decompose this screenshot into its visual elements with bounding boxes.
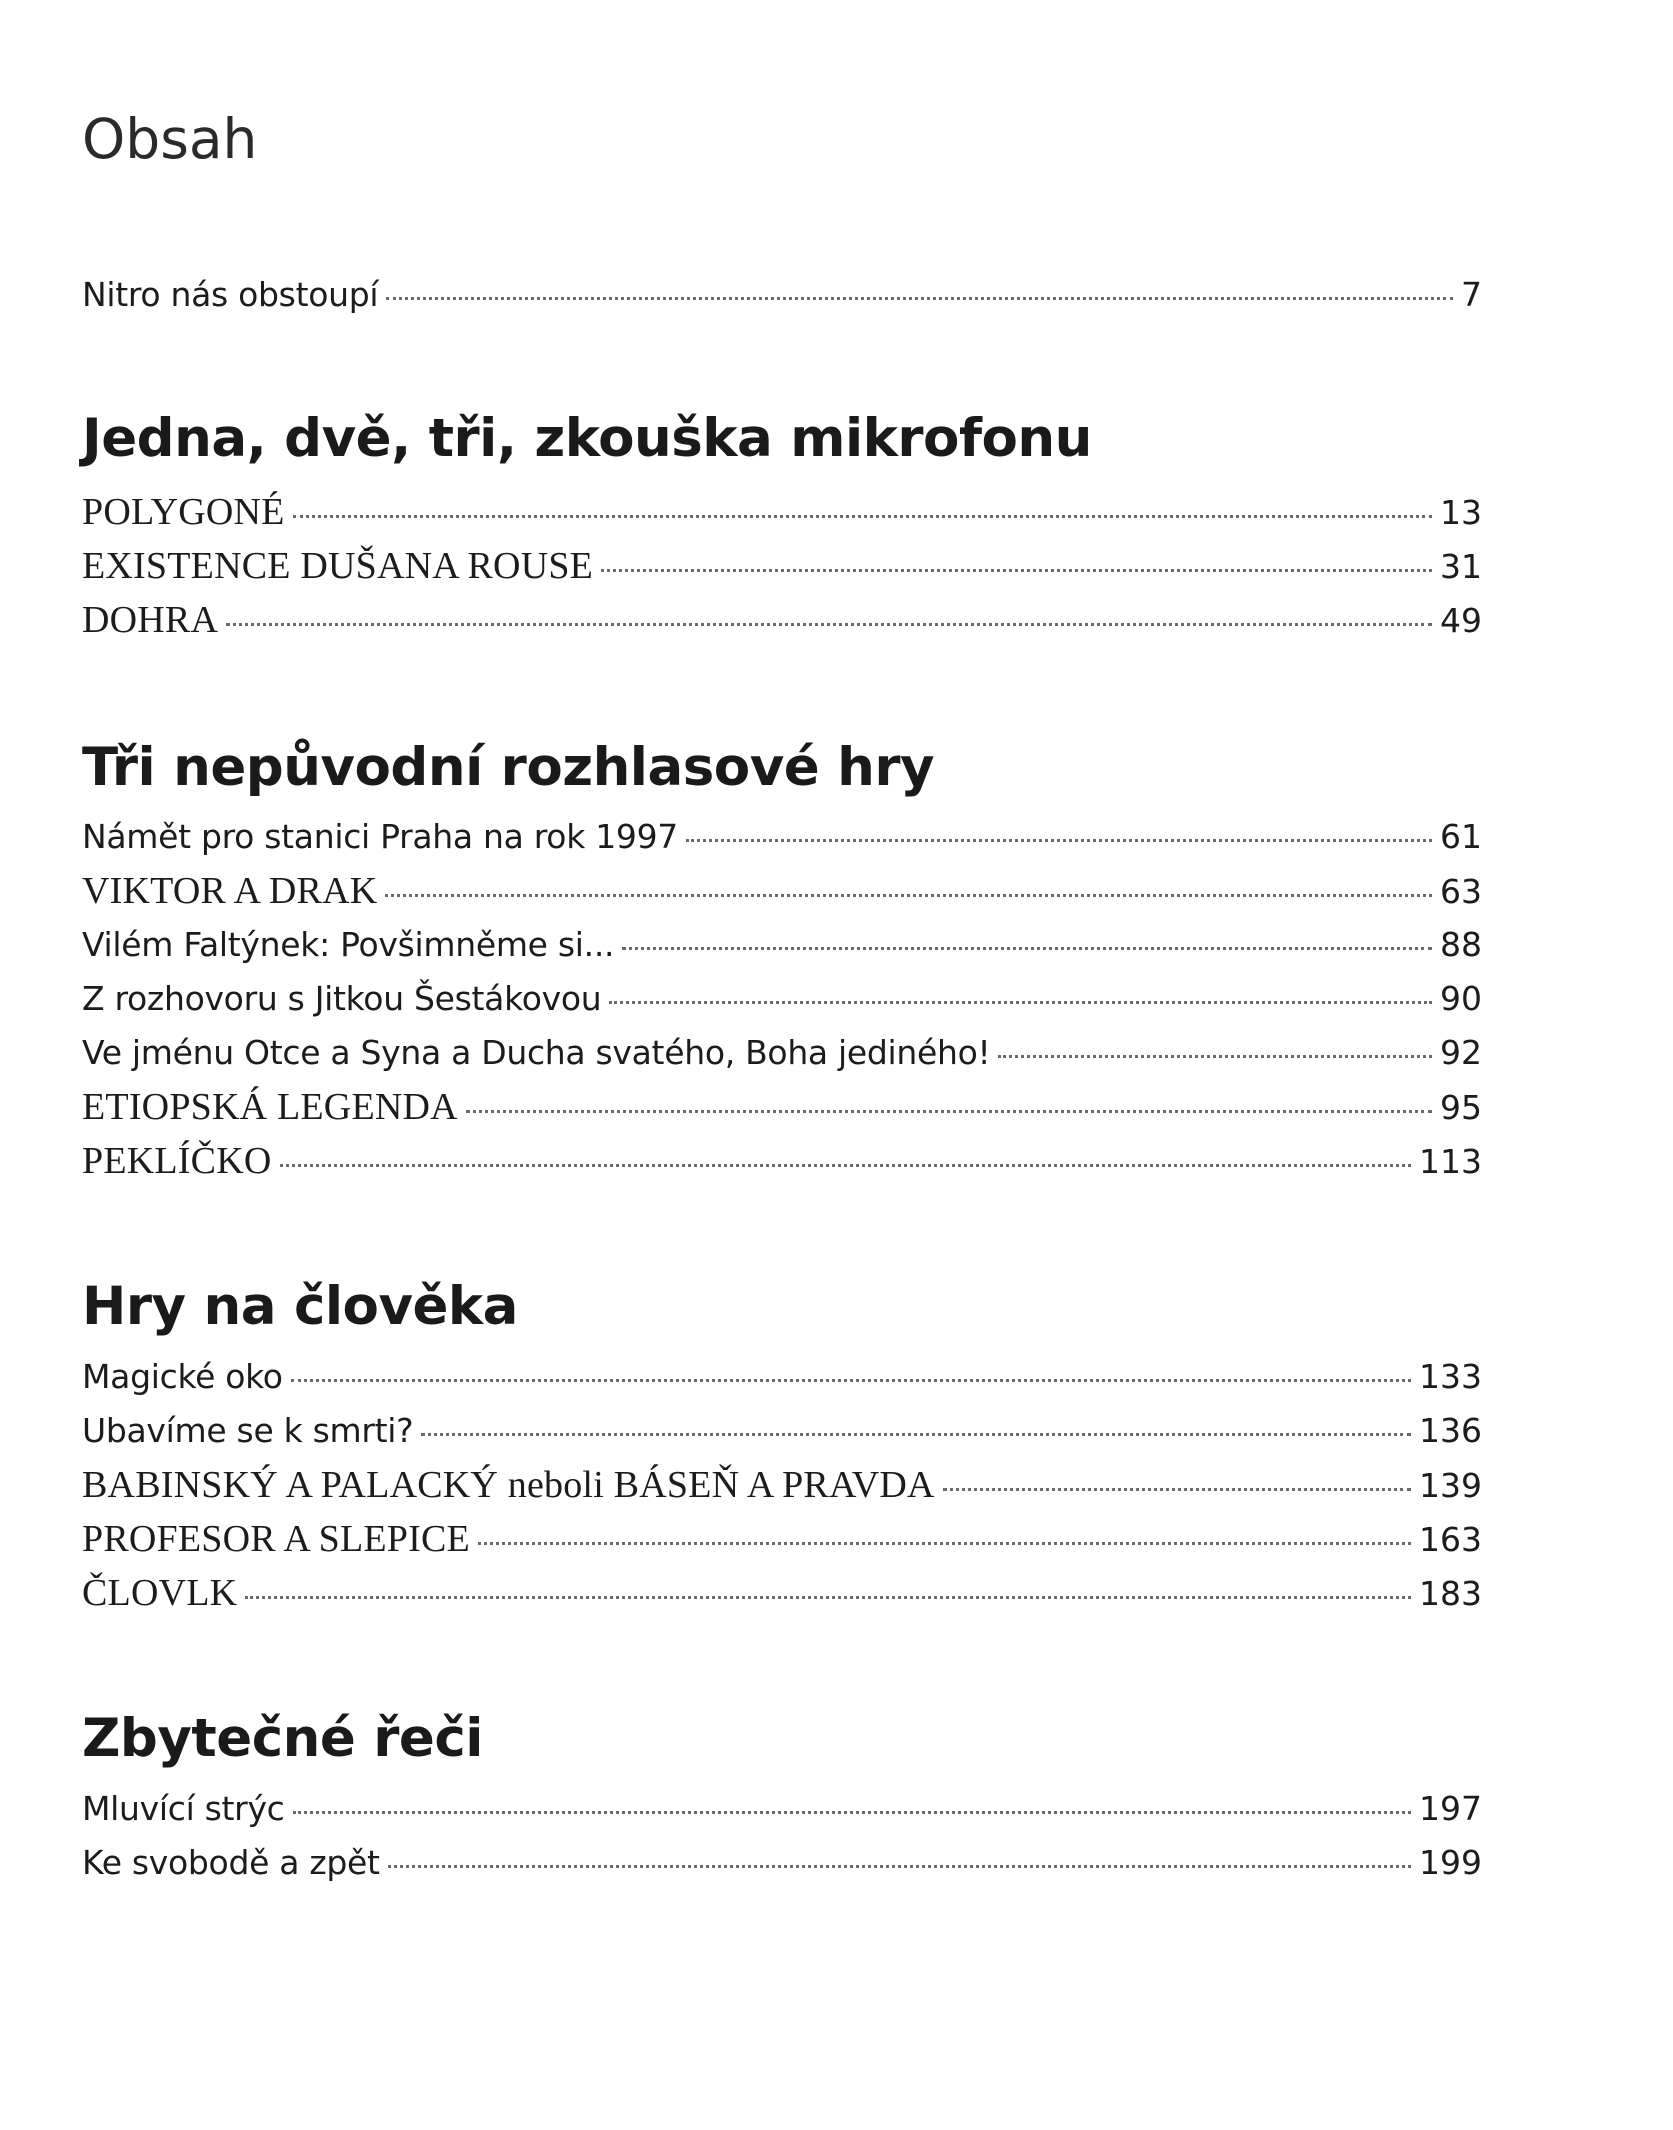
dot-leader [385, 894, 1432, 897]
toc-entry-label: Ubavíme se k smrti? [82, 1411, 414, 1450]
toc-entry-page: 88 [1440, 925, 1482, 964]
toc-entry [82, 1512, 1482, 1566]
section-heading: Jedna, dvě, tři, zkouška mikrofonu [82, 408, 1092, 469]
dot-leader [291, 1379, 1411, 1382]
dot-leader [226, 623, 1432, 626]
toc-entry-page: 49 [1440, 601, 1482, 640]
toc-entry [82, 1350, 1482, 1404]
page-title: Obsah [82, 107, 258, 171]
toc-entry-label: EXISTENCE DUŠANA ROUSE [82, 545, 594, 587]
dot-leader [386, 297, 1453, 300]
toc-entry [82, 539, 1482, 593]
dot-leader [622, 947, 1432, 950]
toc-entry-label: DOHRA [82, 599, 219, 641]
toc-entry-page: 31 [1440, 547, 1482, 586]
toc-entry [82, 593, 1482, 647]
dot-leader [280, 1164, 1412, 1167]
dot-leader [686, 839, 1432, 842]
dot-leader [293, 515, 1432, 518]
toc-entry-page: 197 [1419, 1789, 1482, 1828]
toc-entry-label: Z rozhovoru s Jitkou Šestákovou [82, 979, 602, 1018]
toc-entry [82, 864, 1482, 918]
toc-entry [82, 1836, 1482, 1890]
toc-entry [82, 1026, 1482, 1080]
toc-entry [82, 1080, 1482, 1134]
dot-leader [943, 1488, 1411, 1491]
dot-leader [388, 1865, 1411, 1868]
table-of-contents [82, 0, 1482, 2130]
toc-entry-label: Magické oko [82, 1357, 283, 1396]
dot-leader [245, 1596, 1411, 1599]
toc-entry-page: 63 [1440, 872, 1482, 911]
toc-entry-page: 61 [1440, 817, 1482, 856]
toc-entry-page: 183 [1419, 1574, 1482, 1613]
toc-entry-intro [82, 268, 1482, 322]
toc-entry-label: Námět pro stanici Praha na rok 1997 [82, 817, 678, 856]
toc-entry-label: Mluvící strýc [82, 1789, 285, 1828]
toc-entry [82, 918, 1482, 972]
dot-leader [601, 569, 1432, 572]
dot-leader [609, 1001, 1432, 1004]
toc-entry-page: 199 [1419, 1843, 1482, 1882]
toc-entry-label: ETIOPSKÁ LEGENDA [82, 1086, 458, 1128]
toc-entry-label: Vilém Faltýnek: Povšimněme si... [82, 925, 615, 964]
toc-entry [82, 485, 1482, 539]
toc-entry-page: 95 [1440, 1088, 1482, 1127]
toc-entry [82, 810, 1482, 864]
section-heading: Tři nepůvodní rozhlasové hry [82, 737, 935, 798]
dot-leader [998, 1055, 1432, 1058]
section-heading: Zbytečné řeči [82, 1708, 483, 1769]
toc-entry-page: 136 [1419, 1411, 1482, 1450]
toc-entry-label: BABINSKÝ A PALACKÝ neboli BÁSEŇ A PRAVDA [82, 1464, 935, 1506]
toc-entry [82, 1404, 1482, 1458]
toc-entry-label: Ve jménu Otce a Syna a Ducha svatého, Boha jediného! [82, 1033, 991, 1072]
dot-leader [421, 1433, 1411, 1436]
toc-entry-label: ČLOVLK [82, 1572, 238, 1614]
dot-leader [466, 1110, 1432, 1113]
toc-entry-page: 139 [1419, 1466, 1482, 1505]
toc-entry-page: 92 [1440, 1033, 1482, 1072]
toc-entry-label: Nitro nás obstoupí [82, 275, 379, 314]
toc-entry-label: POLYGONÉ [82, 491, 285, 533]
toc-entry-label: PROFESOR A SLEPICE [82, 1518, 470, 1560]
toc-entry-page: 13 [1440, 493, 1482, 532]
section-heading: Hry na člověka [82, 1276, 518, 1337]
toc-entry-label: PEKLÍČKO [82, 1140, 272, 1182]
toc-entry-label: VIKTOR A DRAK [82, 870, 378, 912]
toc-entry-page: 163 [1419, 1520, 1482, 1559]
toc-entry [82, 972, 1482, 1026]
toc-entry [82, 1134, 1482, 1188]
toc-entry [82, 1458, 1482, 1512]
toc-entry-page: 90 [1440, 979, 1482, 1018]
toc-entry-label: Ke svobodě a zpět [82, 1843, 380, 1882]
toc-entry-page: 133 [1419, 1357, 1482, 1396]
dot-leader [478, 1542, 1411, 1545]
toc-entry [82, 1782, 1482, 1836]
toc-entry-page: 7 [1461, 275, 1482, 314]
toc-entry-page: 113 [1419, 1142, 1482, 1181]
toc-entry [82, 1566, 1482, 1620]
dot-leader [293, 1811, 1411, 1814]
